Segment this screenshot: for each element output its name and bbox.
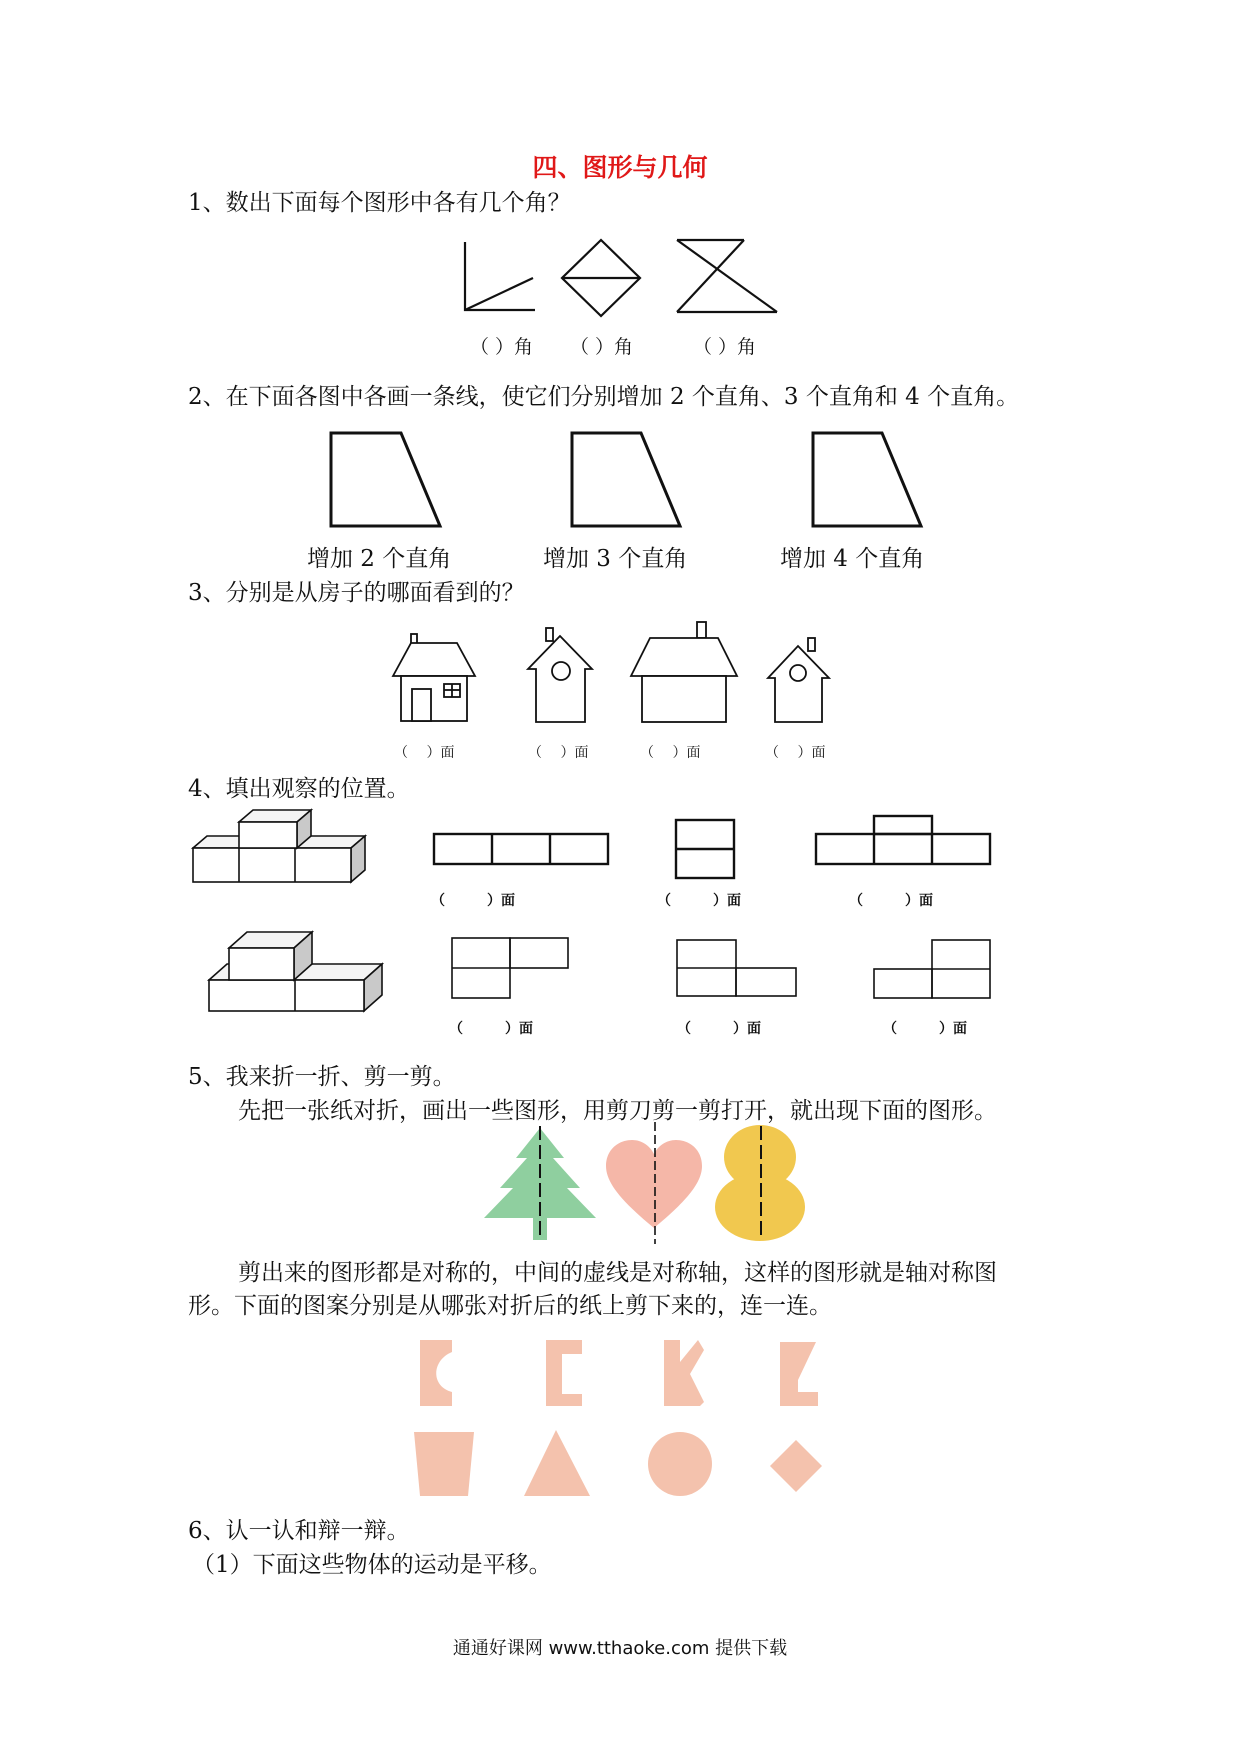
q3-label-1: （ ）面 (394, 745, 455, 761)
page-title: 四、图形与几何 (532, 153, 708, 182)
q1-label-1: （ ）角 (470, 336, 534, 358)
q2-label-3: 增加 4 个直角 (780, 546, 925, 572)
q4-label-2-1: （ ）面 (449, 1021, 533, 1037)
q2-label-2: 增加 3 个直角 (543, 546, 688, 572)
q6-sub-question-1: （1）下面这些物体的运动是平移。 (192, 1552, 552, 1578)
question-2: 2、在下面各图中各画一条线，使它们分别增加 2 个直角、3 个直角和 4 个直角。 (188, 384, 1020, 410)
cutout-c-shape (420, 1340, 452, 1406)
cutout-bracket-shape (546, 1340, 582, 1406)
question-1: 1、数出下面每个图形中各有几个角？ (188, 190, 571, 216)
q4-label-1-3: （ ）面 (849, 893, 933, 909)
question-5: 5、我来折一折、剪一剪。 (188, 1064, 456, 1090)
footer-credit: 通通好课网 www.tthaoke.com 提供下载 (452, 1638, 788, 1659)
question-3: 3、分别是从房子的哪面看到的？ (188, 580, 525, 606)
q3-label-3: （ ）面 (640, 745, 701, 761)
question-6: 6、认一认和辩一辩。 (188, 1518, 410, 1544)
cutout-z-shape (780, 1342, 818, 1406)
q4-label-2-3: （ ）面 (883, 1021, 967, 1037)
cutout-k-shape (664, 1340, 704, 1406)
q1-label-3: （ ）角 (693, 336, 757, 358)
q5-instruction: 先把一张纸对折，画出一些图形，用剪刀剪一剪打开，就出现下面的图形。 (238, 1098, 997, 1124)
cutout-circle-shape (648, 1432, 712, 1496)
q4-label-1-1: （ ）面 (431, 893, 515, 909)
q3-label-2: （ ）面 (528, 745, 589, 761)
cutout-diamond-shape (770, 1440, 822, 1492)
q2-label-1: 增加 2 个直角 (307, 546, 452, 572)
q3-label-4: （ ）面 (765, 745, 826, 761)
q5-paragraph-line-2: 形。下面的图案分别是从哪张对折后的纸上剪下来的，连一连。 (188, 1293, 832, 1319)
question-4: 4、填出观察的位置。 (188, 776, 410, 802)
q4-label-1-2: （ ）面 (657, 893, 741, 909)
q4-label-2-2: （ ）面 (677, 1021, 761, 1037)
q1-label-2: （ ）角 (570, 336, 634, 358)
cutout-triangle-shape (524, 1430, 590, 1496)
q5-paragraph-line-1: 剪出来的图形都是对称的，中间的虚线是对称轴，这样的图形就是轴对称图 (238, 1260, 997, 1286)
cutout-cup-shape (414, 1432, 474, 1496)
